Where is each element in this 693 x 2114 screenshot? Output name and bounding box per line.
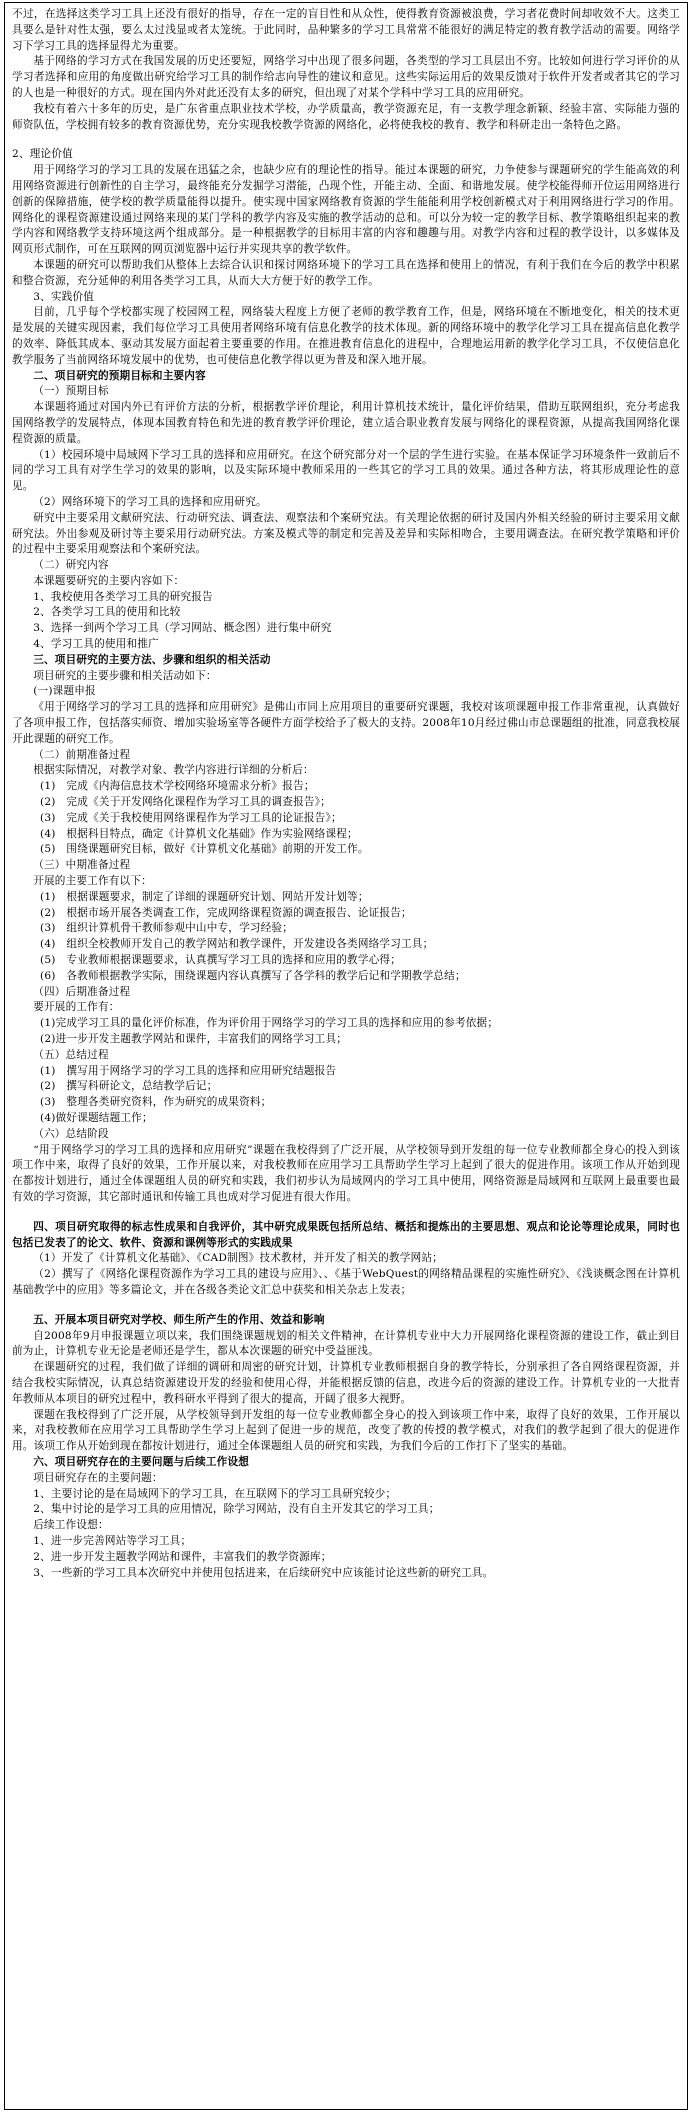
paragraph: (1) 撰写用于网络学习的学习工具的选择和应用研究结题报告 (40, 1064, 337, 1077)
section-heading: 三、项目研究的主要方法、步骤和组织的相关活动 (33, 653, 271, 666)
paragraph: 1、主要讨论的是在局域网下的学习工具，在互联网下的学习工具研究较少； (33, 1487, 397, 1500)
paragraph: 2、集中讨论的是学习工具的应用情况，除学习网站，没有自主开发其它的学习工具； (33, 1503, 440, 1516)
paragraph: 本课题将通过对国内外已有评价方法的分析，根据教学评价理论，利用计算机技术统计，量化评价结果，借助互联网组织，充分考虑我国网络教学的发展特点，体现本国教育特色和先进的教育教学评价理论，建立适合职业教育发展与网络化的课程资源，从提高我国网络化课程资源的质量。 (12, 401, 680, 445)
paragraph: 2、各类学习工具的使用和比较 (33, 606, 181, 619)
paragraph: 2、理论价值 (12, 148, 73, 161)
paragraph: 3、实践价值 (33, 290, 95, 303)
paragraph: 目前，几乎每个学校都实现了校园网工程，网络装大程度上方便了老师的教学教育工作，但是，网络环境在不断地变化，相关的技术更是发展的关键实现因素，我们每位学习工具使用者网络环境有信息化教学的技术体现。新的网络环境中的教学化学习工具在提高信息化教学的效率、降低其成本、驱动其发展方面起着主要重要的作用。在推进教育信息化的进程中，合理地运用新的教学化学习工具，不仅使信息化教学服务了当前网络环境发展中的优势，也可使信息化教学得以更为普及和深入地开展。 (12, 306, 680, 366)
paragraph: 用于网络学习的学习工具的发展在迅猛之余，也缺少应有的理论性的指导。能过本课题的研究，力争使参与课题研究的学生能高效的利用网络资源进行创新性的自主学习，最终能充分发掘学习潜能，凸现个性，开能主动、全面、和谐地发展。使学校能得师开位运用网络进行创新的保障措施，使学校的教学质量能得以提升。使实现中国家网络教育资源的学生能能利用学校创新模式对于利用网络进行学习的作用。网络化的课程资源建设通过网络来现的某门学科的教学内容及实施的教学活动的总和。可以分为较一定的教学目标、教学策略组织起来的教学内容和网络教学支持环境这两个组成部分。是一种根据教学的目标用丰富的内容和趣趣与用。对教学内容和过程的教学设计，以多媒体及网页形式制作，可在互联网的网页浏览器中运行并实现共享的教学软件。 (12, 164, 680, 256)
paragraph: “用于网络学习的学习工具的选择和应用研究”课题在我校得到了广泛开展，从学校领导到开发组的每一位专业教师都全身心的投入到该项工作中来，取得了良好的效果，工作开展以来，对我校教师在应用学习工具帮助学生学习上起到了很大的促进作用。该项工作从开始到现在都按计划进行，通过全体课题组人员的研究和实践，我们初步认为局域网内的学习工具中使用，网络资源是局域网和互联网上最重要也最有效的学习资源，其它部时通讯和传输工具也成对学习促进有很大作用。 (12, 1143, 680, 1203)
paragraph: 本课题的研究可以帮助我们从整体上去综合认识和探讨网络环境下的学习工具在选择和使用上的情况，有利于我们在今后的教学中积累和整合资源，充分延伸的利用各类学习工具，从而大大方便于好的教学工作。 (12, 258, 680, 287)
paragraph: 3、一些新的学习工具本次研究中并使用包括进来，在后续研究中应该能讨论这些新的研究工具。 (33, 1566, 494, 1579)
paragraph: (4) 组织全校教师开发自己的教学网站和教学课件，开发建设各类网络学习工具； (40, 938, 434, 951)
paragraph: (2)进一步开发主题教学网站和课件，丰富我们的网络学习工具； (40, 1033, 348, 1045)
paragraph: （二）前期准备过程 (33, 748, 131, 761)
section-heading: 五、开展本项目研究对学校、师生所产生的作用、效益和影响 (33, 1313, 325, 1326)
paragraph: 根据实际情况，对教学对象、教学内容进行详细的分析后： (33, 764, 314, 777)
paragraph: (1)完成学习工具的量化评价标准，作为评价用于网络学习的学习工具的选择和应用的参考依据； (40, 1017, 499, 1030)
paragraph: 基于网络的学习方式在我国发展的历史还要短，网络学习中出现了很多问题，各类型的学习工具层出不穷。比较如何进行学习评价的从学习者选择和应用的角度做出研究给学习工具的制作给志向导性的建议和意见。这些实际运用后的效果反馈对于软件开发者或者其它的学习的人也是一种很好的方式。现在国内外对此还没有太多的研究，但出现了对某个学科中学习工具的应用研究。 (12, 55, 680, 99)
paragraph: (4)做好课题结题工作； (40, 1111, 153, 1124)
paragraph: （六）总结阶段 (33, 1127, 109, 1140)
paragraph: 课题在我校得到了广泛开展，从学校领导到开发组的每一位专业教师都全身心的投入到该项工作中来，取得了良好的效果，工作开展以来，对我校教师在应用学习工具帮助学生学习上起到了促进一步的规范，改变了教的传授的教学模式，对我们的教学起到了很大的促进作用。该项工作从开始到现在都按计划进行，通过全体课题组人员的研究和实践，为我们今后的工作打下了坚实的基础。 (12, 1408, 680, 1453)
paragraph: 《用于网络学习的学习工具的选择和应用研究》是佛山市同上应用项目的重要研究课题，我校对该项课题申报工作非常重视，认真做好了各项申报工作，包括落实师资、增加实验场室等各硬件方面学校给予了极大的支持。2008年10月经过佛山市总课题组的批准，同意我校展开此课题的研究工作。 (12, 701, 680, 745)
paragraph: 1、进一步完善网站等学习工具； (33, 1534, 192, 1547)
paragraph: (4) 根据科目特点，确定《计算机文化基础》作为实验网络课程； (40, 827, 358, 840)
paragraph: (5) 专业教师根据课题要求，认真撰写学习工具的选择和应用的教学心得； (40, 954, 402, 967)
paragraph: (5) 围绕课题研究目标，做好《计算机文化基础》前期的开发工作。 (40, 843, 369, 856)
paragraph: 研究中主要采用文献研究法、行动研究法、调查法、观察法和个案研究法。有关理论依据的研讨及国内外相关经验的研讨主要采用文献研究法。外出参观及研讨等主要采用行动研究法。方案及模式等的制定和完善及差异和实际相吻合，主要用调查法。在研究教学策略和评价的过程中主要采用观察法和个案研究法。 (12, 511, 680, 556)
paragraph: 本课题要研究的主要内容如下： (33, 574, 185, 587)
paragraph: 在课题研究的过程，我们做了详细的调研和周密的研究计划，计算机专业教师根据自身的教学特长，分别承担了各自网络课程资源，并结合我校实际情况，认真总结资源建设开发的经验和使用心得，并能根据反馈的信息，改进今后的资源的建设工作。计算机专业的一大批青年教师从本项目的研究过程中，教科研水平得到了很大的提高，开阔了很多大视野。 (12, 1361, 680, 1405)
paragraph: （二）研究内容 (33, 559, 109, 572)
section-heading: 六、项目研究存在的主要问题与后续工作设想 (33, 1455, 250, 1468)
paragraph: 2、进一步开发主题教学网站和课件，丰富我们的教学资源库； (33, 1550, 332, 1563)
paragraph: （2）网络环境下的学习工具的选择和应用研究。 (33, 495, 267, 508)
paragraph: (1) 完成《内海信息技术学校网络环境需求分析》报告； (40, 780, 315, 793)
section-heading: 二、项目研究的预期目标和主要内容 (33, 369, 206, 382)
paragraph: 3、选择一到两个学习工具（学习网站、概念图）进行集中研究 (33, 622, 332, 635)
section-heading: 四、项目研究取得的标志性成果和自我评价，其中研究成果既包括所总结、概括和提炼出的主要思想、观点和论论等理论成果，同时也包括已发表了的论文、软件、资源和课例等形式的实践成果 (12, 1220, 680, 1249)
paragraph: (6) 各教师根据教学实际，围绕课题内容认真撰写了各学科的教学后记和学期教学总结； (40, 969, 466, 982)
paragraph: (1) 根据课题要求，制定了详细的课题研究计划、网站开发计划等； (40, 890, 369, 903)
paragraph: (2) 根据市场开展各类调查工作，完成网络课程资源的调查报告、论证报告； (40, 906, 412, 919)
paragraph: （三）中期准备过程 (33, 859, 131, 872)
paragraph: （1）开发了《计算机文化基础》、《CAD制图》技术教材，并开发了相关的教学网站； (33, 1252, 443, 1265)
paragraph: (3) 整理各类研究资料，作为研究的成果资料； (40, 1096, 272, 1109)
paragraph: (2) 撰写科研论文，总结教学后记； (40, 1080, 218, 1093)
paragraph: 后续工作设想： (33, 1519, 109, 1532)
paragraph: 要开展的工作有： (33, 1001, 120, 1014)
paragraph: 我校有着六十多年的历史，是广东省重点职业技术学校，办学质量高，教学资源充足，有一支教学理念新颖、经验丰富、实际能力强的师资队伍，学校拥有较多的教育资源优势，充分实现我校教学资源的网络化，必将使我校的教育、教学和科研走出一条特色之路。 (12, 102, 680, 131)
paragraph: 项目研究的主要步骤和相关活动如下： (33, 669, 217, 682)
paragraph: (2) 完成《关于开发网络化课程作为学习工具的调查报告》； (40, 796, 331, 809)
paragraph: (一)课题申报 (33, 685, 96, 698)
document-page (4, 2, 688, 2110)
paragraph: （1）校园环境中局域网下学习工具的选择和应用研究。在这个研究部分对一个层的学生进行实验。在基本保证学习环境条件一致前后不同的学习工具有对学生学习的效果的影响，以及实际环境中教师采用的一些其它的学习工具的效果。通过各种方法，将其形成理论性的意见。 (12, 448, 680, 493)
paragraph: （五）总结过程 (33, 1048, 109, 1061)
paragraph: （四）后期准备过程 (33, 985, 131, 998)
paragraph: 不过，在选择这类学习工具上还没有很好的指导，存在一定的盲目性和从众性，使得教育资源被浪费，学习者花费时间却收效不大。这类工具要么是针对性太强，要么太过浅显或者太笼统。于此同时，品种繁多的学习工具常常不能很好的满足特定的教育教学活动的需要。网络学习下学习工具的选择显得尤为重要。 (12, 8, 680, 52)
paragraph: (3) 组织计算机骨干教师参观中山中专，学习经验； (40, 922, 294, 935)
paragraph: （一）预期目标 (33, 385, 109, 398)
paragraph: 开展的主要工作有以下： (33, 875, 152, 888)
paragraph: 4、学习工具的使用和推广 (33, 638, 159, 651)
paragraph: (3) 完成《关于我校使用网络课程作为学习工具的论证报告》； (40, 811, 342, 824)
paragraph: 1、我校使用各类学习工具的研究报告 (33, 590, 213, 603)
paragraph: （2）撰写了《网络化课程资源作为学习工具的建设与应用》、、《基于WebQuest的网络精品课程的实施性研究》、《浅谈概念图在计算机基础教学中的应用》等多篇论文，并在各级各类论文汇总中获奖和相关杂志上发表； (12, 1268, 680, 1296)
paragraph: 项目研究存在的主要问题： (33, 1471, 163, 1484)
paragraph: 自2008年9月申报课题立项以来，我们围绕课题规划的相关文件精神，在计算机专业中大力开展网络化课程资源的建设工作，截止到目前为止，计算机专业无论是老师还是学生，都从本次课题的研究中受益匪浅。 (12, 1329, 680, 1358)
